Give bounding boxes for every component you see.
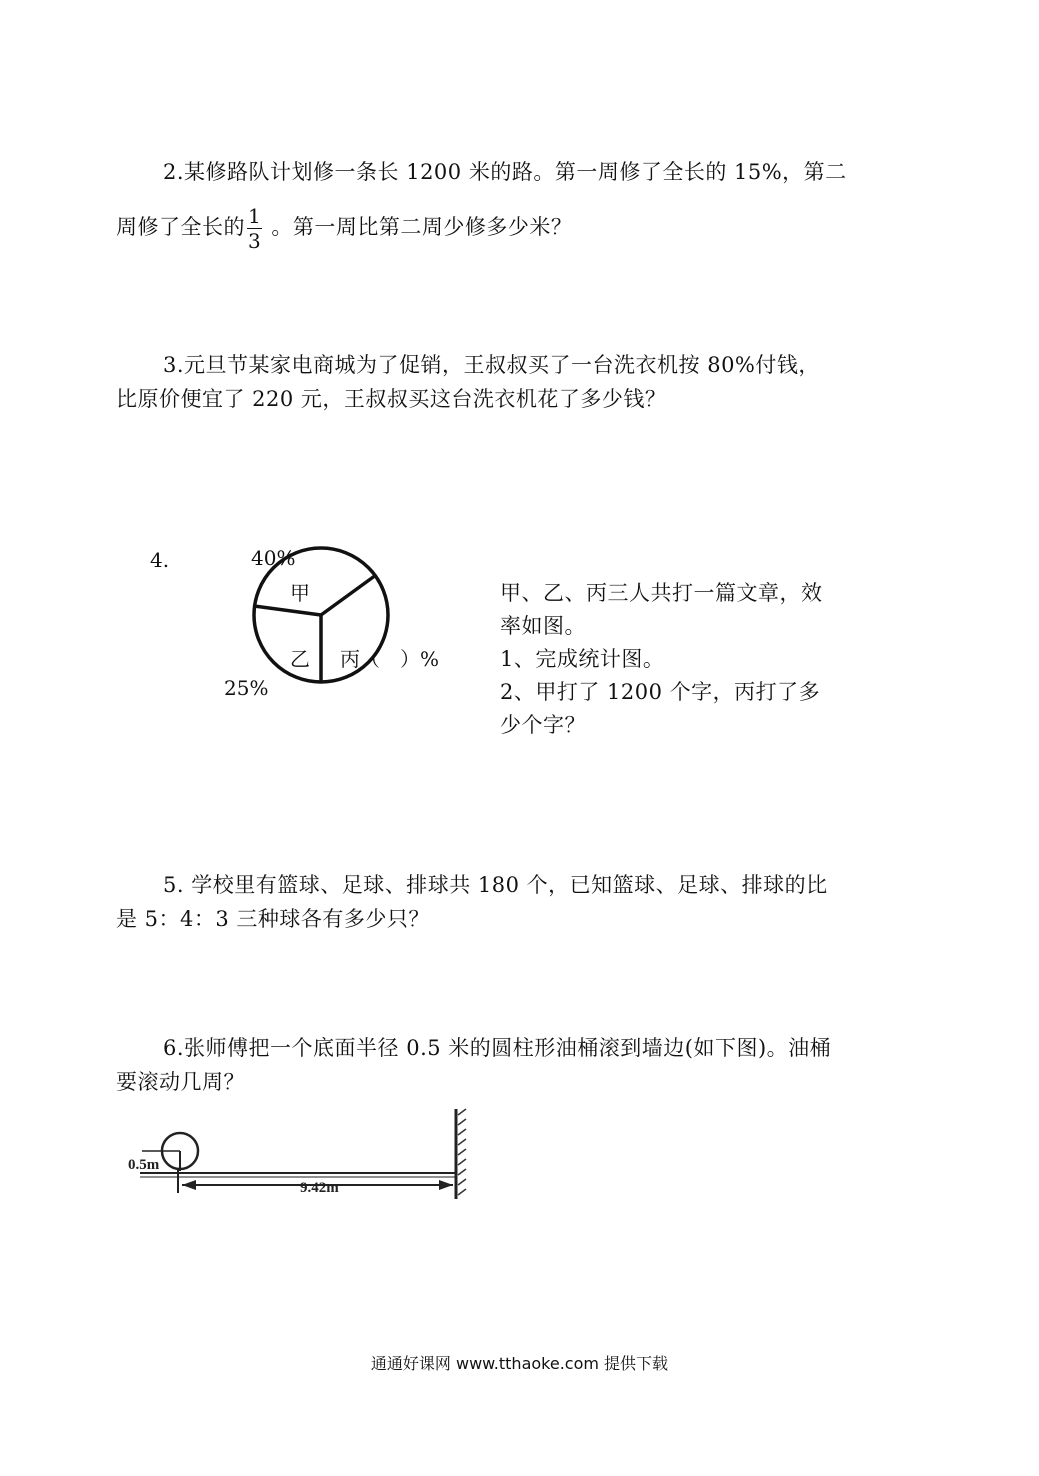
pie-pct-yi: 25%: [224, 676, 269, 700]
q2-line2-post: 。第一周比第二周少修多少米？: [271, 215, 573, 239]
footer-source: 通通好课网 www.tthaoke.com 提供下载: [370, 1354, 669, 1373]
arrow-right-head: [439, 1180, 453, 1190]
pie-label-bing: 丙（ ）%: [340, 647, 440, 671]
fraction-numerator: 1: [248, 204, 262, 228]
q2-line2-pre: 周修了全长的: [116, 215, 245, 239]
q4-text4: 2、甲打了 1200 个字，丙打了多: [500, 680, 821, 704]
pie-pct-jia: 40%: [251, 546, 296, 570]
pie-label-jia: 甲: [290, 581, 310, 605]
pie-divider-jia-yi: [254, 606, 321, 615]
q3-line1: 3.元旦节某家电商城为了促销，王叔叔买了一台洗衣机按 80%付钱，: [163, 353, 820, 377]
q4-text5: 少个字？: [500, 713, 586, 737]
q5-line2: 是 5：4：3 三种球各有多少只？: [116, 907, 430, 931]
q6-line1: 6.张师傅把一个底面半径 0.5 米的圆柱形油桶滚到墙边(如下图)。油桶: [163, 1036, 832, 1060]
rolling-barrel-diagram: [110, 1105, 490, 1205]
q6-line2: 要滚动几周？: [116, 1070, 245, 1094]
wall-hatching: [458, 1109, 466, 1195]
q3-line2: 比原价便宜了 220 元，王叔叔买这台洗衣机花了多少钱？: [116, 387, 667, 411]
radius-label: 0.5m: [128, 1157, 160, 1173]
q5-line1: 5. 学校里有篮球、足球、排球共 180 个，已知篮球、足球、排球的比: [163, 873, 828, 897]
fraction-one-third: [247, 204, 262, 253]
q4-text1: 甲、乙、丙三人共打一篇文章，效: [500, 581, 823, 605]
q4-number: 4.: [150, 548, 170, 572]
q2-line1: 2.某修路队计划修一条长 1200 米的路。第一周修了全长的 15%，第二: [163, 160, 847, 184]
q4-text2: 率如图。: [500, 614, 586, 638]
q2-line2: [116, 204, 572, 253]
q4-text3: 1、完成统计图。: [500, 647, 665, 671]
pie-label-yi: 乙: [290, 647, 310, 671]
fraction-denominator: 3: [248, 229, 262, 253]
distance-label: 9.42m: [300, 1180, 339, 1196]
pie-divider-jia-bing: [321, 575, 376, 615]
arrow-left-head: [182, 1180, 196, 1190]
